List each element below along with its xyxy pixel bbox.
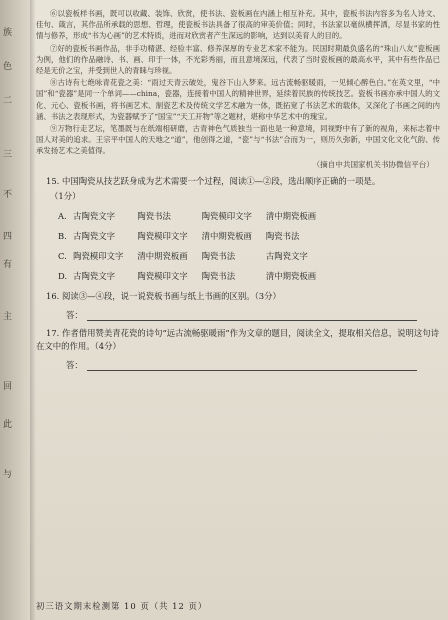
option-row[interactable] <box>58 206 330 226</box>
facing-page-char: 四 <box>3 232 13 242</box>
facing-page-char: 此 <box>3 420 13 430</box>
option-item: 清中期瓷板画 <box>201 230 252 241</box>
option-item: 陶瓷模印文字 <box>137 230 188 241</box>
page-content <box>36 8 440 377</box>
option-item: 陶瓷书法 <box>137 210 171 221</box>
facing-page-char: 不 <box>3 190 13 200</box>
answer-label: 答： <box>66 309 83 320</box>
option-item: 陶瓷书法 <box>265 230 300 241</box>
option-label: D. <box>58 270 68 281</box>
option-label: B. <box>58 230 67 241</box>
answer-line[interactable] <box>87 360 417 371</box>
facing-page-char: 主 <box>3 312 13 322</box>
question-15-options <box>58 206 330 286</box>
article-paragraph: ⑧古诗有七绝咏青花瓷之美：“雨过天青云破处，鬼谷下山入梦来。远古流畅驱暖雨，一见倾心醉色白。”在英文里，“中国”和“瓷器”是同一个单词——china，瓷器，连接着中国人的精神世界，延续着民族的传统技艺。瓷板书画亦承中国人的文化、元心、瓷板书画，将书画艺术、制瓷艺术及传统文学艺术融为一体，既拓宽了书法艺术的载体，又深化了书画之间的内涵、书法之表现形式，为瓷器赋予了“国宝”“天工开物”等之题材，堪称中华艺术中的瑰宝。 <box>36 78 440 121</box>
facing-page-char: 有 <box>3 260 13 270</box>
article-source: （摘自中共国家机关书协微信平台） <box>312 159 434 169</box>
facing-page-char: 回 <box>3 382 13 392</box>
answer-line[interactable] <box>87 310 417 321</box>
option-item: 古陶瓷文字 <box>73 210 115 221</box>
facing-page-char: 与 <box>3 470 13 480</box>
option-item: 陶瓷书法 <box>201 270 236 281</box>
answer-label: 答： <box>66 359 83 370</box>
question-16-stem: 16. 阅读③—④段，说一说瓷板书画与纸上书画的区别。（3分） <box>46 290 281 301</box>
option-label: A. <box>58 210 67 221</box>
option-label: C. <box>58 250 67 261</box>
option-row[interactable] <box>58 246 330 266</box>
option-item: 古陶瓷文字 <box>265 250 308 261</box>
option-item: 清中期瓷板画 <box>265 270 317 281</box>
question-15-stem: 15. 中国陶瓷从技艺跃身成为艺术需要一个过程，阅读①—②段，选出顺序正确的一项是。 <box>46 175 381 186</box>
option-item: 陶瓷模印文字 <box>73 250 124 261</box>
option-item: 陶瓷书法 <box>201 250 236 261</box>
question-15-points: （1分） <box>50 190 81 201</box>
option-item: 古陶瓷文字 <box>73 270 115 281</box>
option-item: 清中期瓷板画 <box>265 210 317 221</box>
option-item: 陶瓷模印文字 <box>137 270 188 281</box>
question-16-answer <box>66 309 440 321</box>
facing-page-char: 三 <box>3 150 13 160</box>
facing-page-char: 族 <box>3 28 13 38</box>
facing-page-char: 二 <box>3 96 13 106</box>
page-footer: 初三语文期末检测第 10 页（共 12 页） <box>36 601 208 611</box>
article-paragraph: ⑨万物行走艺坛，笔墨既与在纸端相研磨，古青神色气质独当一面也是一种意境，同视野中有了新的视角，来标志着中国人对美的追求。王宗平中国人的天地之“道”，他创得之道，“瓷”与“书法”合而为一，则历久弥新，中国文化文化气韵、传承发扬艺术之美值得。 <box>36 124 440 156</box>
question-17-stem: 17. 作者借用赞美青花瓷的诗句“远古流畅驱暖雨”作为文章的题目，阅读全文，提取相关信息，说明这句诗在文中的作用。（4分） <box>36 327 440 351</box>
option-row[interactable] <box>58 266 330 286</box>
article-paragraph: ⑥以瓷板样书画，既可以收藏、装饰、欣赏，使书法、瓷板画在内涵上相互补充。其中，瓷板书法内容多为名人诗文、佳句、箴言，其作品所承载的思想、哲理，使瓷板书法具备了很高的审美价值；同时，书法家以毫纵横挥洒，尽显书家的性情与修养，形成“书为心画”的艺术特质，进而对欣赏者产生深远的影响，达到以美育人的目的。 <box>36 9 440 41</box>
facing-page-strip <box>0 0 30 620</box>
option-item: 古陶瓷文字 <box>73 230 115 241</box>
facing-page-char: 色 <box>3 62 13 72</box>
option-item: 清中期瓷板画 <box>137 250 188 261</box>
option-item: 陶瓷模印文字 <box>201 210 252 221</box>
question-17-answer <box>66 359 440 371</box>
article-paragraph: ⑦好的瓷板书画作品，非手功精湛、经验丰富、修养深厚的专业艺术家不能为。民国时期最负盛名的“珠山八友”瓷板画为例，他们的作品融诗、书、画、印于一体，不光彩秀丽，而且意境深远，代表了当时瓷板画的最高水平，其中有些作品已经是无价之宝，并受到世人的青睐与珍视。 <box>36 43 440 76</box>
option-row[interactable] <box>58 226 330 246</box>
